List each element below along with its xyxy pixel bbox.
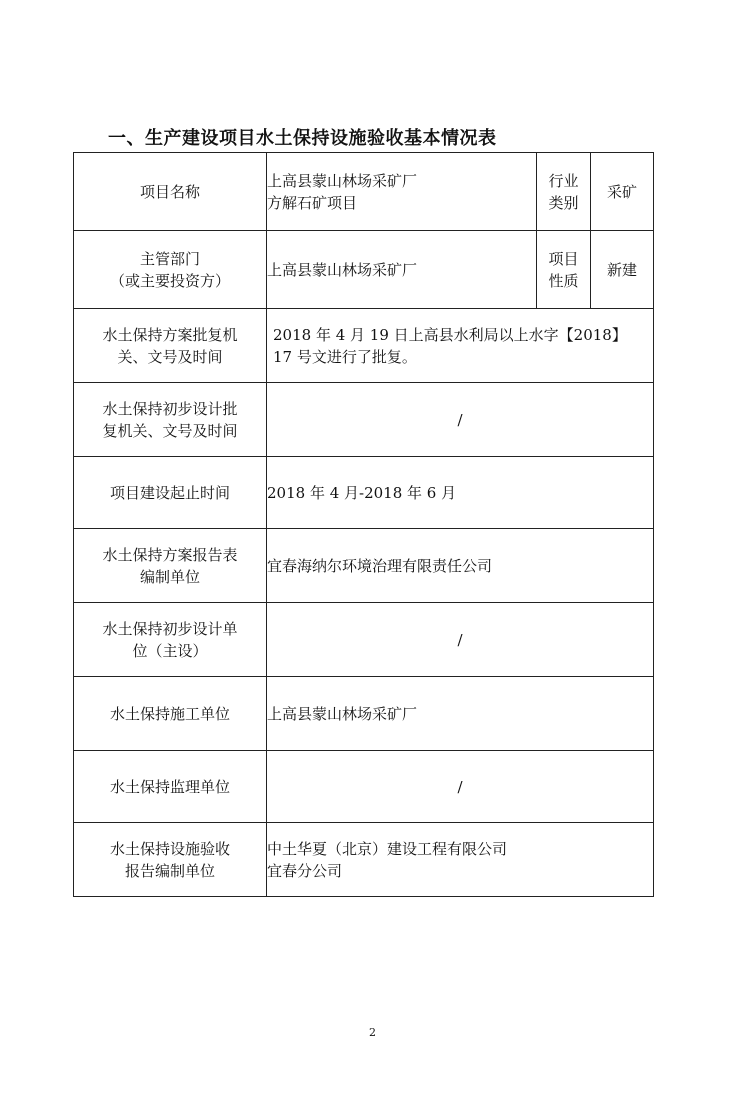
project-info-table	[73, 152, 654, 897]
row-value: 2018 年 4 月-2018 年 6 月	[267, 457, 654, 529]
row-label: 水土保持初步设计批 复机关、文号及时间	[74, 383, 267, 457]
table-row-plan-approval	[74, 309, 654, 383]
row-value: 2018 年 4 月 19 日上高县水利局以上水字【2018】 17 号文进行了批复。	[267, 309, 654, 383]
row-label: 水土保持设施验收 报告编制单位	[74, 823, 267, 897]
table-row-project-name	[74, 153, 654, 231]
row-value: 上高县蒙山林场采矿厂	[267, 677, 654, 751]
table-title: 一、生产建设项目水土保持设施验收基本情况表	[108, 128, 497, 149]
row-label: 水土保持监理单位	[74, 751, 267, 823]
row-value: 宜春海纳尔环境治理有限责任公司	[267, 529, 654, 603]
row-value: /	[267, 603, 654, 677]
table-row-supervision-unit	[74, 751, 654, 823]
row-value: /	[267, 383, 654, 457]
industry-category-label: 行业 类别	[537, 153, 591, 231]
table-row-plan-compiler	[74, 529, 654, 603]
row-label: 水土保持初步设计单 位（主设）	[74, 603, 267, 677]
project-nature-label: 项目 性质	[537, 231, 591, 309]
table-row-design-unit	[74, 603, 654, 677]
table-row-construction-unit	[74, 677, 654, 751]
row-value: 中土华夏（北京）建设工程有限公司 宜春分公司	[267, 823, 654, 897]
industry-category-value: 采矿	[591, 153, 654, 231]
row-value: /	[267, 751, 654, 823]
row-label: 项目名称	[74, 153, 267, 231]
table-row-construction-period	[74, 457, 654, 529]
page-number: 2	[369, 1026, 376, 1039]
row-value: 上高县蒙山林场采矿厂	[267, 231, 537, 309]
row-label: 水土保持施工单位	[74, 677, 267, 751]
table-row-acceptance-report-unit	[74, 823, 654, 897]
table-row-department	[74, 231, 654, 309]
row-label: 水土保持方案批复机 关、文号及时间	[74, 309, 267, 383]
table-row-design-approval	[74, 383, 654, 457]
row-label: 水土保持方案报告表 编制单位	[74, 529, 267, 603]
row-value: 上高县蒙山林场采矿厂 方解石矿项目	[267, 153, 537, 231]
row-label: 项目建设起止时间	[74, 457, 267, 529]
project-nature-value: 新建	[591, 231, 654, 309]
row-label: 主管部门 （或主要投资方）	[74, 231, 267, 309]
